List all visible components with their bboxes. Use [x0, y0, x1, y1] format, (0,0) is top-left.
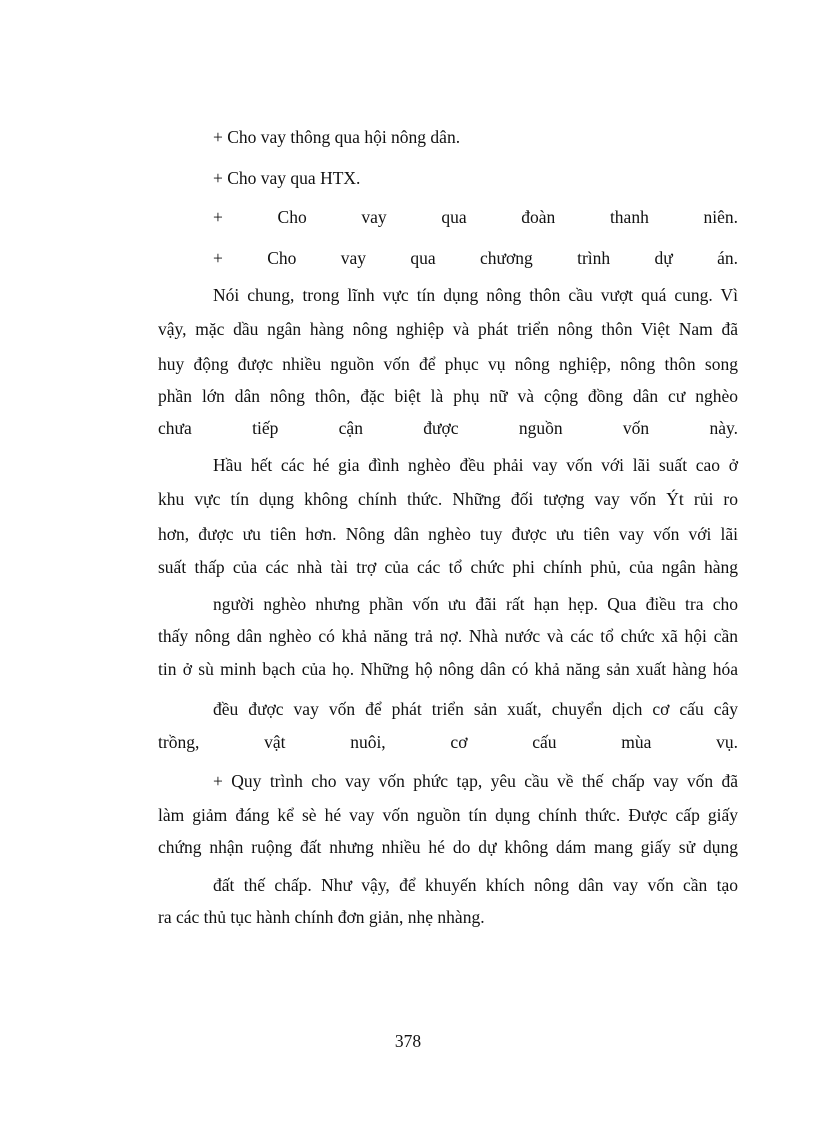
text-line-2: + Cho vay qua HTX.	[213, 167, 361, 188]
text-line-18: trồng, vật nuôi, cơ cấu mùa vụ.	[158, 731, 738, 752]
text-line-7: huy động được nhiều nguồn vốn để phục vụ nông nghiệp, nông thôn song	[158, 353, 738, 374]
text-line-6: vậy, mặc dầu ngân hàng nông nghiệp và phát triển nông thôn Việt Nam đã	[158, 318, 738, 339]
text-line-13: suất thấp của các nhà tài trợ của các tổ chức phi chính phủ, của ngân hàng	[158, 556, 738, 577]
text-line-11: khu vực tín dụng không chính thức. Những đối tượng vay vốn Ýt rủi ro	[158, 488, 738, 509]
text-line-8: phần lớn dân nông thôn, đặc biệt là phụ nữ và cộng đồng dân cư nghèo	[158, 385, 738, 406]
text-line-19: + Quy trình cho vay vốn phức tạp, yêu cầu về thế chấp vay vốn đã	[213, 770, 738, 791]
text-line-12: hơn, được ưu tiên hơn. Nông dân nghèo tuy được ưu tiên vay vốn với lãi	[158, 523, 738, 544]
text-line-16: tin ở sù minh bạch của họ. Những hộ nông dân có khả năng sản xuất hàng hóa	[158, 658, 738, 679]
text-line-20: làm giảm đáng kể sè hé vay vốn nguồn tín dụng chính thức. Được cấp giấy	[158, 804, 738, 825]
text-line-1: + Cho vay thông qua hội nông dân.	[213, 126, 461, 147]
text-line-22: đất thế chấp. Như vậy, để khuyến khích nông dân vay vốn cần tạo	[213, 874, 738, 895]
text-line-23: ra các thủ tục hành chính đơn giản, nhẹ nhàng.	[158, 906, 485, 927]
text-line-21: chứng nhận ruộng đất nhưng nhiều hé do dự không dám mang giấy sử dụng	[158, 836, 738, 857]
text-line-15: thấy nông dân nghèo có khả năng trả nợ. Nhà nước và các tổ chức xã hội cần	[158, 625, 738, 646]
page-number: 378	[394, 1031, 422, 1051]
text-line-17: đều được vay vốn để phát triển sản xuất, chuyển dịch cơ cấu cây	[213, 698, 738, 719]
text-line-5: Nói chung, trong lĩnh vực tín dụng nông thôn cầu vượt quá cung. Vì	[213, 284, 738, 305]
text-line-9: chưa tiếp cận được nguồn vốn này.	[158, 417, 738, 438]
text-line-10: Hầu hết các hé gia đình nghèo đều phải vay vốn với lãi suất cao ở	[213, 454, 738, 475]
text-line-14: người nghèo nhưng phần vốn ưu đãi rất hạn hẹp. Qua điều tra cho	[213, 593, 738, 614]
text-line-3: + Cho vay qua đoàn thanh niên.	[213, 206, 738, 227]
text-line-4: + Cho vay qua chương trình dự án.	[213, 247, 738, 268]
